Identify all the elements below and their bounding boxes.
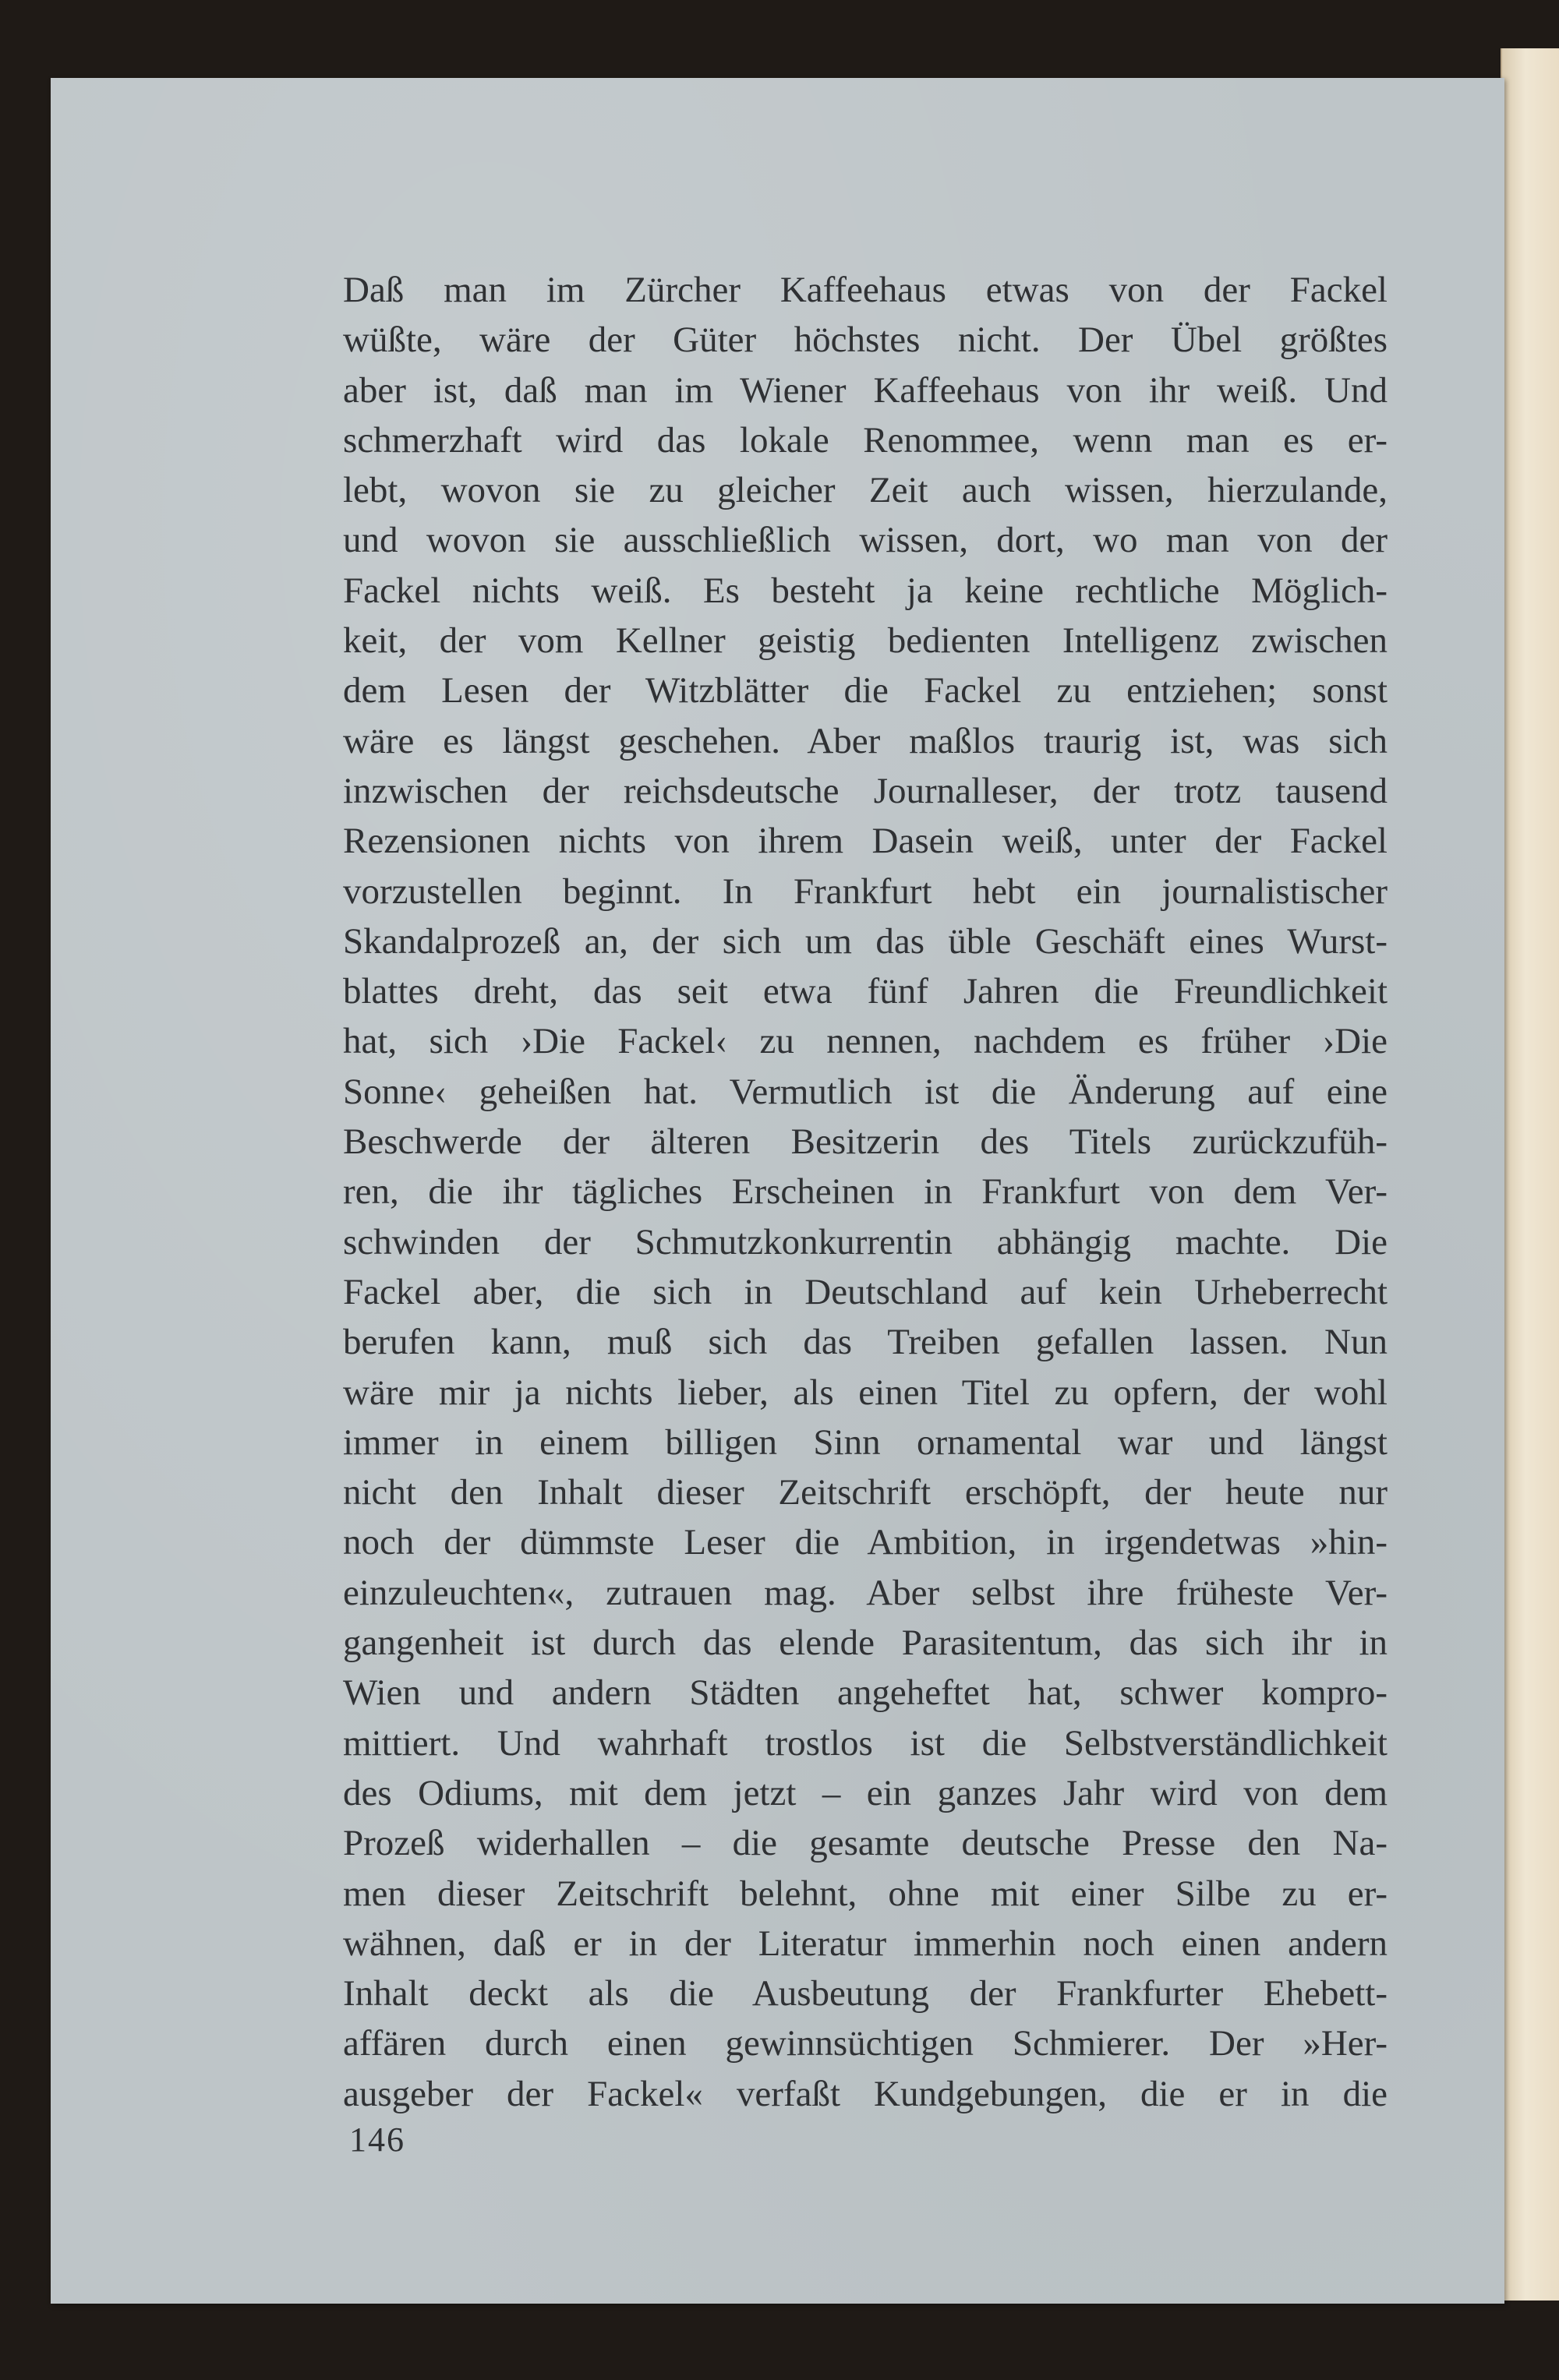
text-line: des Odiums, mit dem jetzt – ein ganzes Jahr wird von dem: [343, 1772, 1388, 1813]
text-line: schwinden der Schmutzkonkurrentin abhängig machte. Die: [343, 1221, 1388, 1262]
text-line: inzwischen der reichsdeutsche Journalleser, der trotz tausend: [343, 770, 1388, 811]
body-text: [343, 265, 1388, 2119]
text-line: wüßte, wäre der Güter höchstes nicht. Der Übel größtes: [343, 320, 1388, 361]
text-line: men dieser Zeitschrift belehnt, ohne mit einer Silbe zu er-: [343, 1873, 1388, 1914]
text-line: dem Lesen der Witzblätter die Fackel zu entziehen; sonst: [343, 670, 1388, 712]
text-line: Sonne‹ geheißen hat. Vermutlich ist die Änderung auf eine: [343, 1071, 1388, 1112]
text-line: einzuleuchten«, zutrauen mag. Aber selbst ihre früheste Ver-: [343, 1572, 1388, 1613]
text-line: Daß man im Zürcher Kaffeehaus etwas von der Fackel: [343, 270, 1388, 310]
text-line: Skandalprozeß an, der sich um das üble Geschäft eines Wurst-: [343, 920, 1388, 962]
text-line: Beschwerde der älteren Besitzerin des Titels zurückzufüh-: [343, 1121, 1388, 1163]
text-line: affären durch einen gewinnsüchtigen Schmierer. Der »Her-: [343, 2023, 1388, 2064]
text-line: ausgeber der Fackel« verfaßt Kundgebungen, die er in die: [343, 2073, 1388, 2114]
text-line: Fackel nichts weiß. Es besteht ja keine rechtliche Möglich-: [343, 570, 1388, 611]
text-line: keit, der vom Kellner geistig bedienten Intelligenz zwischen: [343, 620, 1388, 662]
text-line: wäre es längst geschehen. Aber maßlos traurig ist, was sich: [343, 720, 1388, 761]
text-line: und wovon sie ausschließlich wissen, dort, wo man von der: [343, 520, 1388, 561]
text-line: lebt, wovon sie zu gleicher Zeit auch wissen, hierzulande,: [343, 470, 1388, 511]
text-line: wäre mir ja nichts lieber, als einen Titel zu opfern, der wohl: [343, 1372, 1388, 1413]
text-line: wähnen, daß er in der Literatur immerhin noch einen andern: [343, 1923, 1388, 1964]
text-line: Rezensionen nichts von ihrem Dasein weiß, unter der Fackel: [343, 821, 1388, 862]
text-line: Wien und andern Städten angeheftet hat, schwer kompro-: [343, 1672, 1388, 1714]
text-line: vorzustellen beginnt. In Frankfurt hebt ein journalistischer: [343, 870, 1388, 912]
text-line: nicht den Inhalt dieser Zeitschrift erschöpft, der heute nur: [343, 1472, 1388, 1513]
text-line: schmerzhaft wird das lokale Renommee, wenn man es er-: [343, 419, 1388, 461]
book-page: [51, 78, 1504, 2304]
text-line: noch der dümmste Leser die Ambition, in irgendetwas »hin-: [343, 1522, 1388, 1563]
text-line: Inhalt deckt als die Ausbeutung der Frankfurter Ehebett-: [343, 1973, 1388, 2015]
text-line: immer in einem billigen Sinn ornamental war und längst: [343, 1421, 1388, 1463]
text-line: mittiert. Und wahrhaft trostlos ist die Selbstverständlichkeit: [343, 1722, 1388, 1764]
text-line: hat, sich ›Die Fackel‹ zu nennen, nachdem es früher ›Die: [343, 1021, 1388, 1062]
text-line: aber ist, daß man im Wiener Kaffeehaus von ihr weiß. Und: [343, 369, 1388, 411]
underlying-page-edge: [1501, 48, 1559, 2301]
text-line: berufen kann, muß sich das Treiben gefallen lassen. Nun: [343, 1322, 1388, 1363]
page-number: 146: [349, 2120, 405, 2159]
text-line: blattes dreht, das seit etwa fünf Jahren die Freundlichkeit: [343, 971, 1388, 1012]
text-line: Prozeß widerhallen – die gesamte deutsche Presse den Na-: [343, 1823, 1388, 1864]
text-line: ren, die ihr tägliches Erscheinen in Frankfurt von dem Ver-: [343, 1171, 1388, 1213]
text-line: gangenheit ist durch das elende Parasitentum, das sich ihr in: [343, 1623, 1388, 1664]
text-line: Fackel aber, die sich in Deutschland auf kein Urheberrecht: [343, 1271, 1388, 1312]
